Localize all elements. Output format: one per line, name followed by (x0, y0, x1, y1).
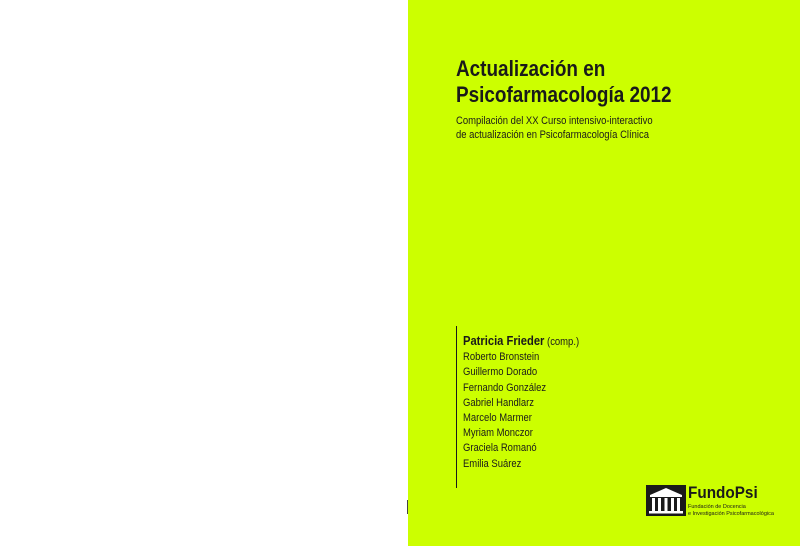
publisher-subtitle-line-2: e Investigación Psicofarmacológica (688, 510, 774, 517)
book-cover (408, 0, 800, 546)
publisher-subtitle-line-1: Fundación de Docencia (688, 504, 746, 510)
author-item: Roberto Bronstein (463, 351, 540, 364)
compiler-name: Patricia Frieder (463, 333, 545, 348)
compiler-entry (463, 332, 579, 350)
building-icon (646, 485, 686, 516)
publisher-name: FundoPsi (688, 483, 758, 502)
subtitle-line-1: Compilación del XX Curso intensivo-interactivo (456, 115, 653, 127)
subtitle-line-2: de actualización en Psicofarmacología Clínica (456, 129, 649, 141)
author-item: Fernando González (463, 381, 547, 394)
author-item: Graciela Romanó (463, 442, 537, 455)
authors-divider (456, 326, 457, 488)
author-item: Guillermo Dorado (463, 366, 538, 379)
book-subtitle (456, 114, 653, 142)
publisher-logo (646, 483, 796, 519)
title-line-2: Psicofarmacología 2012 (456, 82, 672, 107)
title-line-1: Actualización en (456, 56, 606, 81)
compiler-role: (comp.) (547, 336, 580, 348)
author-item: Emilia Suárez (463, 457, 522, 470)
book-title (456, 56, 672, 108)
publisher-subtitle (688, 504, 774, 517)
author-item: Myriam Monczor (463, 427, 533, 440)
author-item: Gabriel Handlarz (463, 396, 534, 409)
author-item: Marcelo Marmer (463, 412, 532, 425)
author-list (463, 332, 579, 472)
